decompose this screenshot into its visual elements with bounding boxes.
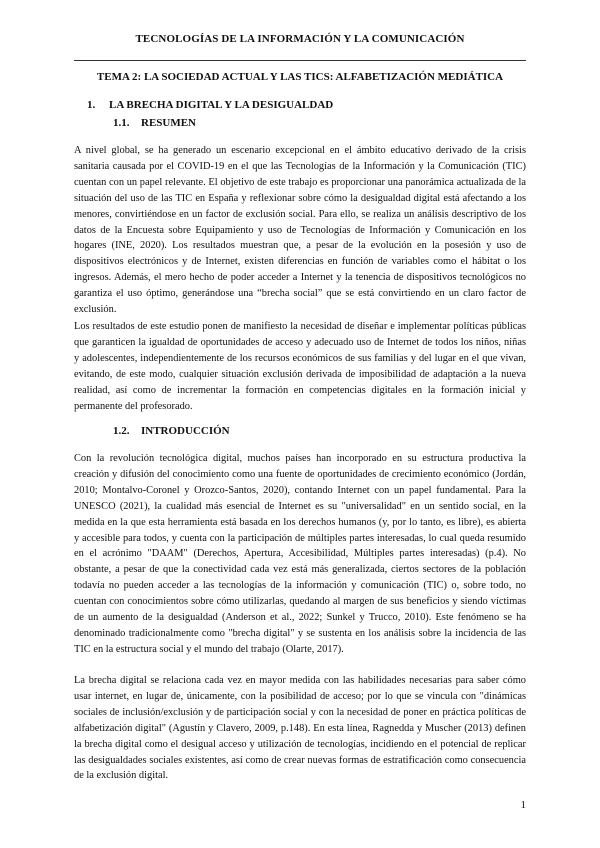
introduccion-paragraph-2: La brecha digital se relaciona cada vez en mayor medida con las habilidades necesarias para saber cómo usar internet, en lugar de, únicamente, con la posibilidad de acceso; por lo que se vincula con "dinámicas sociales de inclusión/exclusión y de participación social y con la necesidad de poner en práctica políticas de alfabetización digital" (Agustín y Clavero, 2009, p.148). En esta línea, Ragnedda y Muscher (2013) definen la brecha digital como el desigual acceso y utilización de tecnologías, incidiendo en el potencial de replicar las desigualdades sociales existentes, así como de crear nuevas formas de estratificación como consecuencia de la exclusión digital. (74, 675, 526, 782)
topic-title: TEMA 2: LA SOCIEDAD ACTUAL Y LAS TICS: ALFABETIZACIÓN MEDIÁTICA (96, 71, 504, 83)
resumen-paragraph-1: A nivel global, se ha generado un escenario excepcional en el ámbito educativo derivado de la crisis sanitaria causada por el COVID-19 en el que las Tecnologías de la Información y la Comunicación (TIC) cuentan con un papel relevante. El objetivo de este trabajo es proporcionar una panorámica actualizada de la situación del uso de las TIC en España y reflexionar sobre cómo la desigualdad digital está afectando a los menores, convirtiéndose en un factor de exclusión social. Para ello, se realiza un análisis descriptivo de los datos de la Encuesta sobre Equipamiento y uso de Tecnologías de Información y Comunicación en los hogares (INE, 2020). Los resultados muestran que, a pesar de la evolución en la posesión y uso de dispositivos electrónicos y de Internet, existen diferencias en función de variables como el hábitat o los ingresos. Además, el mero hecho de poder acceder a Internet y la tenencia de dispositivos tecnológicos no garantiza el uso óptimo, generándose una “brecha social” que se está convirtiendo en un claro factor de exclusión. (74, 145, 526, 316)
section-number: 1. (87, 99, 96, 111)
header-rule (74, 60, 526, 61)
introduccion-paragraph-1: Con la revolución tecnológica digital, muchos países han incorporado en su estructura productiva la creación y difusión del conocimiento como una fuente de oportunidades de crecimiento económico (Jordán, 2010; Montalvo-Coronel y Orozco-Santos, 2020), contando Internet con un papel fundamental. Para la UNESCO (2021), la cualidad más esencial de Internet es su "universalidad" en un sentido social, en la medida en la que esta herramienta está basada en los derechos humanos (y, por lo tanto, es libre), es abierta y accesible para todos, y cuenta con la participación de múltiples partes interesadas, lo cual queda resumido en el acrónimo "DAAM" (Derechos, Apertura, Accesibilidad, Múltiples partes interesadas) (p.4). No obstante, a pesar de que la conectividad cada vez está más generalizada, ciertos sectores de la población todavía no pueden acceder a las tecnologías de la información y comunicación (TIC) o, sobre todo, no cuentan con conocimientos sobre cómo utilizarlas, quedando al margen de sus beneficios y siendo víctimas de un aumento de la desigualdad (Anderson et al., 2022; Sunkel y Trucco, 2010). Este fenómeno se ha denominado tradicionalmente como "brecha digital" y se sustenta en los análisis sobre la incidencia de las TIC en la estructura social y el mundo del trabajo (Olarte, 2017). (74, 453, 526, 655)
page-number: 1 (520, 799, 526, 811)
subsection-number: 1.2. (113, 425, 130, 437)
subsection-title: INTRODUCCIÓN (141, 425, 230, 437)
section-title: LA BRECHA DIGITAL Y LA DESIGUALDAD (109, 99, 334, 111)
subsection-title: RESUMEN (141, 117, 197, 129)
subsection-heading-introduccion (113, 425, 230, 437)
section-heading (87, 99, 333, 111)
subsection-number: 1.1. (113, 117, 130, 129)
running-header: TECNOLOGÍAS DE LA INFORMACIÓN Y LA COMUNICACIÓN (135, 33, 465, 45)
subsection-heading-resumen (113, 117, 196, 129)
resumen-paragraph-2: Los resultados de este estudio ponen de manifiesto la necesidad de diseñar e implementar políticas públicas que garanticen la igualdad de oportunidades de acceso y adecuado uso de Internet de todos los niños, niñas y adolescentes, independientemente de los recursos económicos de sus familias y del lugar en el que vivan, evitando, de este modo, cualquier situación exclusión derivada de imposibilidad de adaptación a la nueva realidad, así como de incrementar la formación en competencias digitales en la formación inicial y permanente del profesorado. (74, 321, 526, 412)
